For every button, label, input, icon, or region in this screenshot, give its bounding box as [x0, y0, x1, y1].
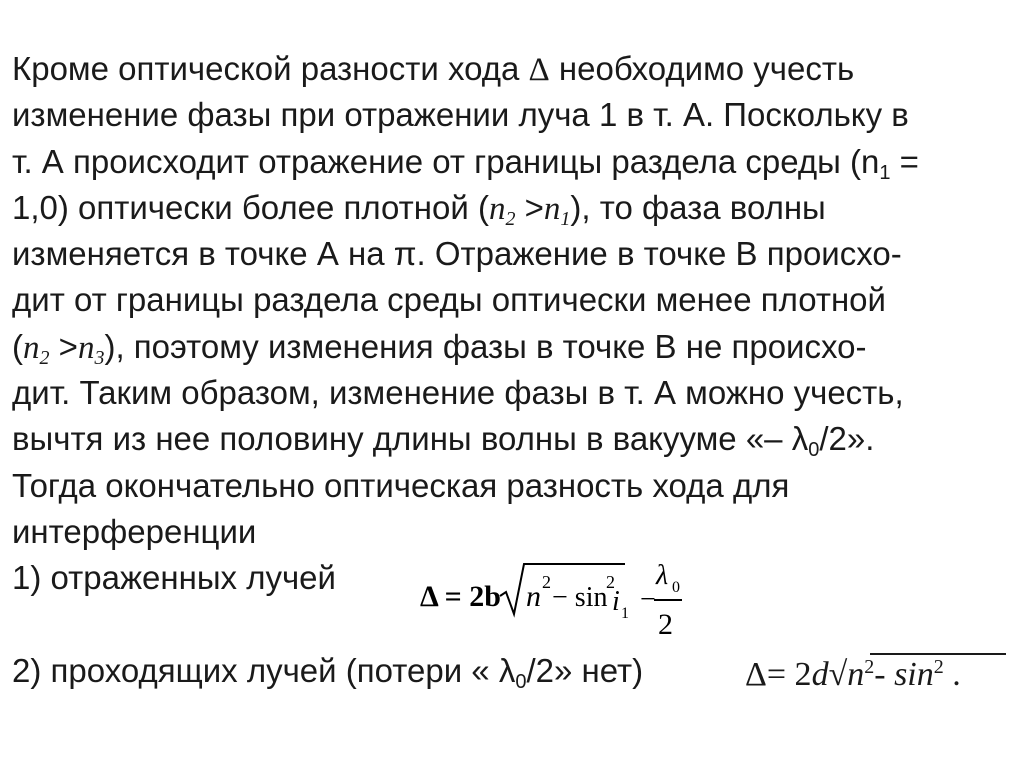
text-line-10: Тогда окончательно оптическая разность хода для: [12, 466, 790, 504]
formula-sin-exp: 2: [606, 572, 615, 592]
formula-lambda-sub: 0: [672, 579, 680, 596]
text-line-12: 1) отраженных лучей: [12, 559, 336, 597]
formula2-sin: sin: [894, 656, 934, 693]
formula-minus: −: [640, 584, 656, 615]
text-line-7: $(n_2 >n_3)$, поэтому изменения фазы в точке В не происхо-: [12, 327, 867, 369]
formula2-dash: -: [874, 656, 895, 693]
text-line-13: 2) проходящих лучей (потери « $\lambda_0/2$» нет): [12, 651, 644, 693]
formula-reflected: [420, 556, 700, 646]
formula2-overline: [870, 653, 1006, 655]
formula2-n: n: [847, 656, 865, 693]
formula-transmitted: [745, 656, 961, 716]
formula2-d: d: [811, 656, 829, 693]
text-line-2: изменение фазы при отражении луча 1 в т. А. Поскольку в: [12, 96, 909, 134]
formula2-delta: Δ: [745, 656, 767, 693]
text-line-1: Кроме оптической разности хода Δ необходимо учесть: [12, 50, 855, 88]
formula-lambda: λ: [656, 560, 669, 591]
formula2-eq: = 2: [766, 656, 812, 693]
text-line-5: изменяется в точке А на π. Отражение в точке В происхо-: [12, 235, 902, 273]
formula-denominator: 2: [658, 608, 673, 641]
formula-lhs: Δ = 2b: [420, 580, 501, 613]
formula2-end: .: [943, 656, 961, 693]
text-line-6: дит от границы раздела среды оптически менее плотной: [12, 281, 886, 319]
text-line-4: 1,0) оптически более плотной $(n_2 >n_1)$, то фаза волны: [12, 188, 826, 230]
formula2-sin-exp: 2: [933, 656, 944, 678]
formula-sin: − sin: [552, 582, 608, 613]
formula-reflected-svg: [420, 556, 700, 646]
text-line-8: дит. Таким образом, изменение фазы в т. А можно учесть,: [12, 374, 904, 412]
formula2-n-exp: 2: [864, 656, 875, 678]
text-line-11: интерференции: [12, 512, 257, 550]
formula-i-sub: 1: [621, 605, 629, 622]
formula-i: i: [612, 586, 620, 617]
formula-n: n: [526, 580, 541, 613]
formula-n-exp: 2: [542, 572, 551, 592]
formula2-root: √: [828, 656, 848, 693]
text-line-9: вычтя из нее половину длины волны в вакууме «– $\lambda_0/2$».: [12, 420, 875, 462]
text-line-3: т. А происходит отражение от границы раздела среды ($n_1$ =: [12, 142, 919, 184]
